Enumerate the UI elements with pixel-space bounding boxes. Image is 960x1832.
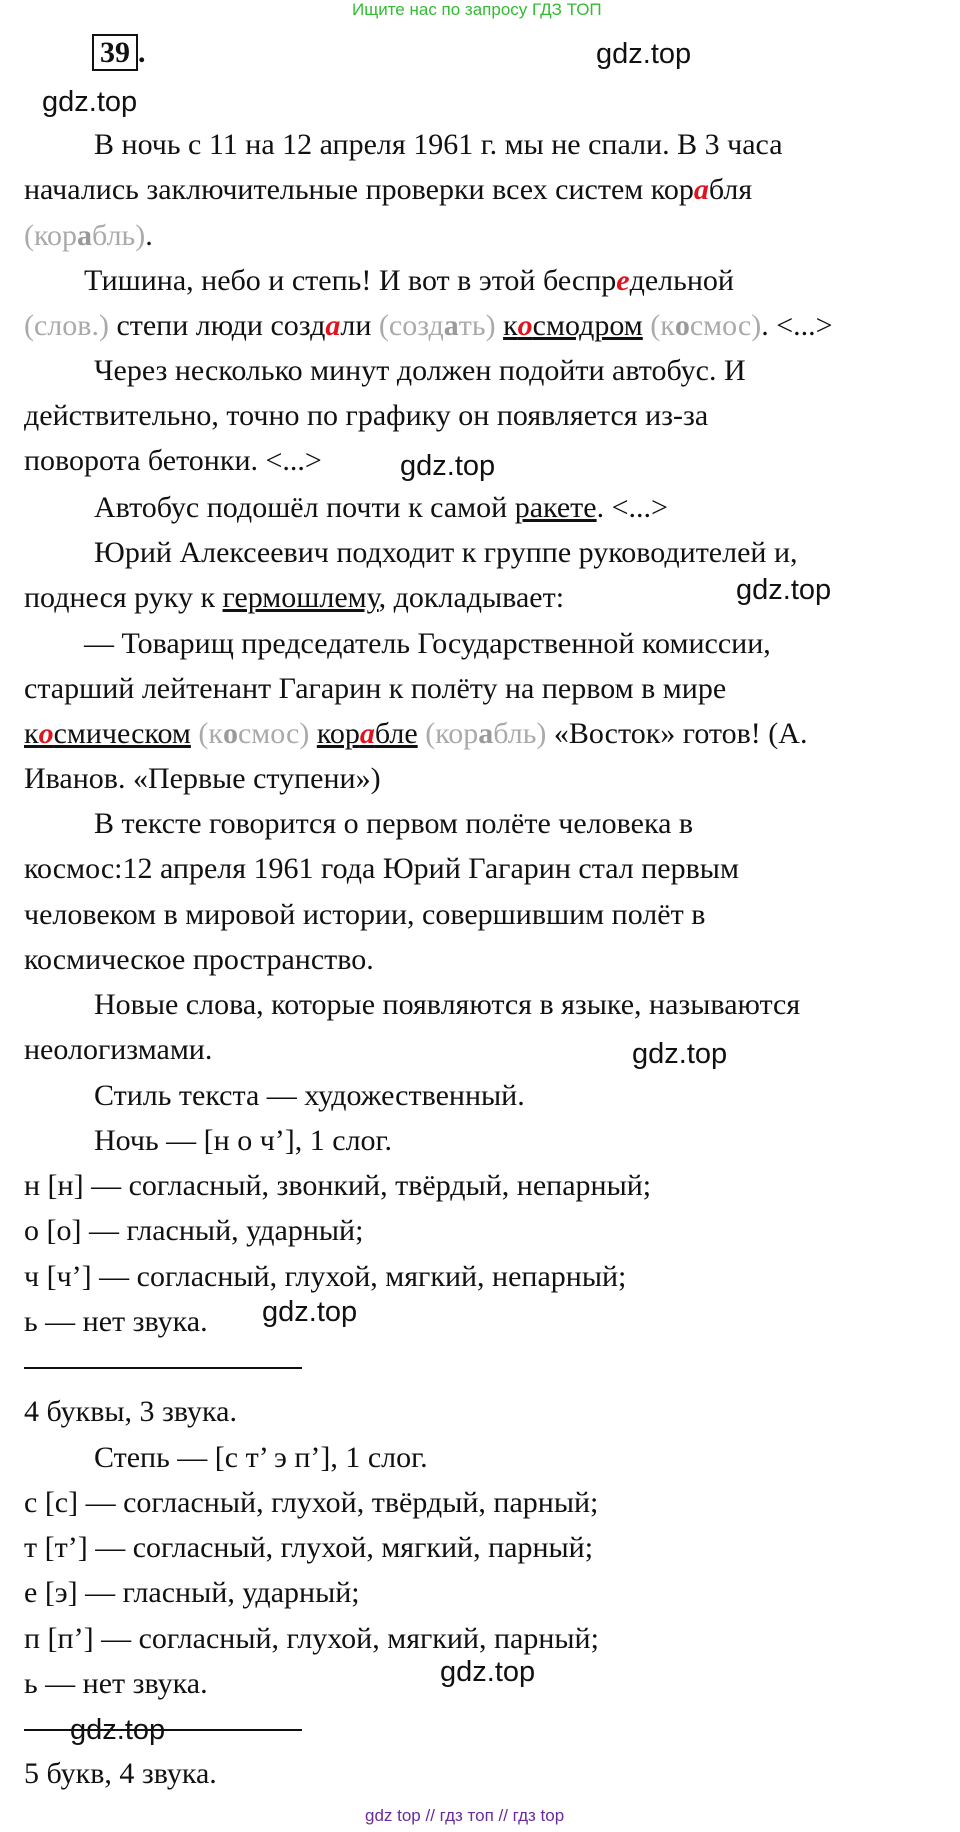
- underlined-word: ракете: [514, 491, 597, 524]
- stressed-letter: о: [517, 309, 533, 342]
- watermark: gdz.top: [596, 38, 692, 70]
- text: Тишина, небо и степь! И вот в этой беспр: [84, 264, 617, 297]
- para3-line2: действительно, точно по графику он появляется из-за: [24, 399, 709, 432]
- para2-line2: [24, 308, 833, 344]
- check-word-hint: (кор: [24, 219, 78, 252]
- para3-line3: поворота бетонки. <...>: [24, 444, 322, 477]
- para2-line1: [84, 263, 734, 299]
- phonetic-row: н [н] — согласный, звонкий, твёрдый, непарный;: [24, 1169, 652, 1202]
- para6-line1: — Товарищ председатель Государственной комиссии,: [84, 627, 771, 660]
- style-line: Стиль текста — художественный.: [94, 1079, 525, 1112]
- phonetic-header: Ночь — [н о ч’], 1 слог.: [94, 1124, 392, 1157]
- phonetic-row: ь — нет звука.: [24, 1667, 208, 1700]
- task-number-dot: .: [138, 36, 146, 69]
- para7-line4: космическое пространство.: [24, 943, 374, 976]
- check-word-hint: (созд: [378, 309, 444, 342]
- para1-line2: [24, 172, 752, 208]
- text: дельной: [629, 264, 734, 297]
- task-number-wrap: [92, 36, 146, 70]
- task-number-box: 39: [92, 34, 138, 71]
- text: . <...>: [761, 309, 833, 342]
- text: .: [145, 219, 153, 252]
- check-letter: а: [443, 309, 459, 342]
- check-word-hint: ть): [458, 309, 496, 342]
- para6-line3: [24, 716, 807, 752]
- phonetic-row: п [п’] — согласный, глухой, мягкий, парный;: [24, 1622, 599, 1655]
- phonetic-header: Степь — [с т’ э п’], 1 слог.: [94, 1441, 428, 1474]
- phonetic-summary: 4 буквы, 3 звука.: [24, 1395, 237, 1428]
- underlined-word: [503, 309, 643, 342]
- space: [496, 309, 504, 342]
- divider-rule: [24, 1367, 302, 1369]
- watermark: gdz.top: [42, 86, 138, 118]
- phonetic-summary: 5 букв, 4 звука.: [24, 1757, 217, 1790]
- text: поднеся руку к: [24, 581, 223, 614]
- watermark: gdz.top: [440, 1656, 536, 1688]
- phonetic-row: ч [ч’] — согласный, глухой, мягкий, непарный;: [24, 1260, 627, 1293]
- phonetic-row: т [т’] — согласный, глухой, мягкий, парный;: [24, 1531, 594, 1564]
- watermark: gdz.top: [400, 450, 496, 482]
- underlined-word: [24, 717, 191, 750]
- text: смодром: [532, 309, 643, 342]
- phonetic-row: е [э] — гласный, ударный;: [24, 1576, 360, 1609]
- text: бля: [708, 173, 753, 206]
- text: степи люди созд: [108, 309, 326, 342]
- watermark: gdz.top: [262, 1296, 358, 1328]
- stressed-letter: а: [325, 309, 341, 342]
- para8-line2: неологизмами.: [24, 1033, 213, 1066]
- para6-line2: старший лейтенант Гагарин к полёту на первом в мире: [24, 672, 727, 705]
- check-word-hint: (кор: [417, 717, 479, 750]
- para8-line1: Новые слова, которые появляются в языке, называются: [94, 988, 801, 1021]
- check-word-hint: (к: [650, 309, 675, 342]
- check-word-hint: бль): [493, 717, 554, 750]
- footer-links[interactable]: gdz top // гдз топ // гдз top: [365, 1806, 565, 1825]
- check-word-hint: смос): [689, 309, 762, 342]
- phonetic-row: ь — нет звука.: [24, 1305, 208, 1338]
- check-letter: о: [222, 717, 238, 750]
- text: к: [503, 309, 518, 342]
- text: бле: [374, 717, 418, 750]
- watermark: gdz.top: [70, 1714, 166, 1746]
- check-letter: а: [77, 219, 93, 252]
- para1-line3: [24, 218, 153, 254]
- para7-line1: В тексте говорится о первом полёте человека в: [94, 807, 694, 840]
- text: Автобус подошёл почти к самой: [94, 491, 515, 524]
- text: «Восток» готов! (А.: [553, 717, 808, 750]
- text: кор: [316, 717, 360, 750]
- top-banner[interactable]: Ищите нас по запросу ГДЗ ТОП: [352, 0, 602, 19]
- dictionary-hint: (слов.): [24, 309, 109, 342]
- phonetic-row: о [о] — гласный, ударный;: [24, 1214, 364, 1247]
- para1-line1: В ночь с 11 на 12 апреля 1961 г. мы не спали. В 3 часа: [94, 128, 783, 161]
- watermark: gdz.top: [736, 574, 832, 606]
- stressed-letter: а: [693, 173, 709, 206]
- para5-line2: [24, 580, 564, 616]
- stressed-letter: а: [359, 717, 375, 750]
- check-letter: а: [478, 717, 494, 750]
- text: смическом: [53, 717, 191, 750]
- para7-line3: человеком в мировой истории, совершившим полёт в: [24, 898, 706, 931]
- check-word-hint: смос): [237, 717, 317, 750]
- text: начались заключительные проверки всех систем кор: [24, 173, 694, 206]
- para3-line1: Через несколько минут должен подойти автобус. И: [94, 354, 746, 387]
- phonetic-row: с [с] — согласный, глухой, твёрдый, парный;: [24, 1486, 599, 1519]
- check-word-hint: бль): [92, 219, 146, 252]
- text: ли: [340, 309, 379, 342]
- para6-line4: Иванов. «Первые ступени»): [24, 762, 381, 795]
- underlined-word: гермошлему: [222, 581, 379, 614]
- divider-rule: [24, 1729, 302, 1731]
- stressed-letter: е: [616, 264, 630, 297]
- para7-line2: космос:12 апреля 1961 года Юрий Гагарин стал первым: [24, 852, 739, 885]
- para5-line1: Юрий Алексеевич подходит к группе руководителей и,: [94, 536, 798, 569]
- text: . <...>: [596, 491, 668, 524]
- text: к: [24, 717, 39, 750]
- para4-line1: [94, 490, 668, 526]
- underlined-word: [317, 717, 418, 750]
- check-word-hint: (к: [190, 717, 223, 750]
- text: , докладывает:: [378, 581, 565, 614]
- stressed-letter: о: [38, 717, 54, 750]
- watermark: gdz.top: [632, 1038, 728, 1070]
- check-letter: о: [674, 309, 690, 342]
